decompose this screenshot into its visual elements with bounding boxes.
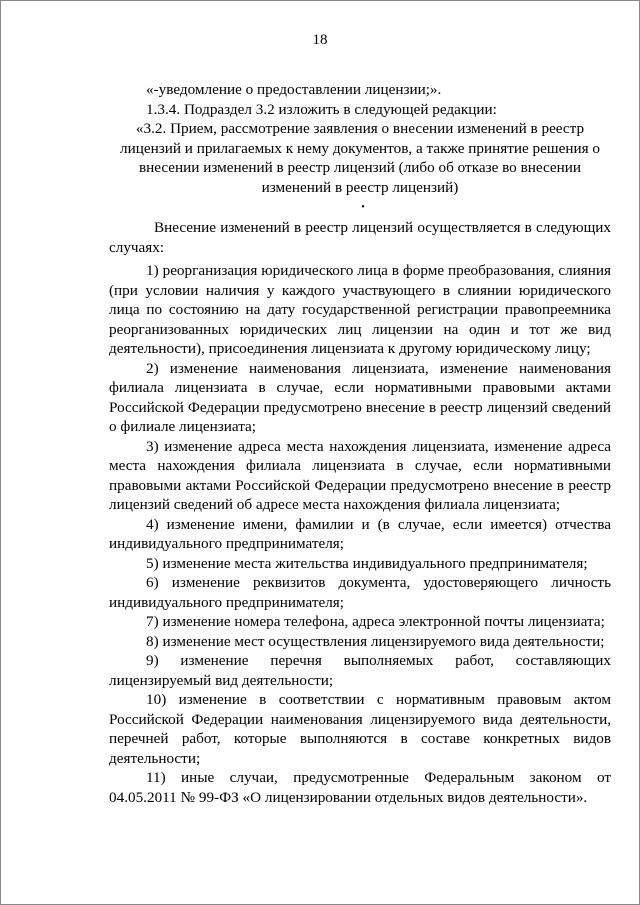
amendment-instruction: 1.3.4. Подраздел 3.2 изложить в следующей редакции: bbox=[146, 100, 497, 118]
case-item-1: 1) реорганизация юридического лица в форме преобразования, слияния (при условии наличия у каждого участвующего в слиянии юридического лица по состоянию на дату государственной регистрации правопреемника реорганизованных юридических лиц лицензии на один и тот же вид деятельности), присоединения лицензиата к другому юридическому лицу; bbox=[109, 262, 611, 357]
quoted-line: «-уведомление о предоставлении лицензии;». bbox=[146, 81, 442, 98]
case-item-5: 5) изменение места жительства индивидуального предпринимателя; bbox=[146, 554, 588, 572]
case-item-6: 6) изменение реквизитов документа, удостоверяющего личность индивидуального предпринимателя; bbox=[109, 574, 611, 611]
document-body bbox=[109, 80, 611, 807]
subsection-heading: «3.2. Прием, рассмотрение заявления о внесении изменений в реестр лицензий и прилагаемых к нему документов, а также принятие решения о внесении изменений в реестр лицензий (либо об отказе во внесении изменений в реестр лицензий) bbox=[120, 120, 600, 196]
case-item-4: 4) изменение имени, фамилии и (в случае, если имеется) отчества индивидуального предпринимателя; bbox=[109, 515, 611, 552]
case-item-3: 3) изменение адреса места нахождения лицензиата, изменение адреса места нахождения филиала лицензиата в случае, если нормативными правовыми актами Российской Федерации предусмотрено внесение в реестр лицензий сведений об адресе места нахождения филиала лицензиата; bbox=[109, 437, 611, 513]
case-item-8: 8) изменение мест осуществления лицензируемого вида деятельности; bbox=[146, 632, 605, 650]
case-item-9: 9) изменение перечня выполняемых работ, составляющих лицензируемый вид деятельности; bbox=[109, 652, 611, 689]
stray-dot: • bbox=[361, 202, 365, 213]
case-item-11: 11) иные случаи, предусмотренные Федеральным законом от 04.05.2011 № 99-ФЗ «О лицензировании отдельных видов деятельности». bbox=[109, 769, 611, 806]
case-item-2: 2) изменение наименования лицензиата, изменение наименования филиала лицензиата в случае, если нормативными правовыми актами Российской Федерации предусмотрено внесение в реестр лицензий сведений о филиале лицензиата; bbox=[109, 359, 611, 435]
case-item-7: 7) изменение номера телефона, адреса электронной почты лицензиата; bbox=[146, 613, 605, 630]
case-item-10: 10) изменение в соответствии с нормативным правовым актом Российской Федерации наименования лицензируемого вида деятельности, перечней работ, которые выполняются в составе конкретных видов деятельности; bbox=[109, 691, 611, 767]
intro-paragraph: Внесение изменений в реестр лицензий осуществляется в следующих случаях: bbox=[109, 219, 611, 256]
page-number: 18 bbox=[312, 32, 328, 48]
